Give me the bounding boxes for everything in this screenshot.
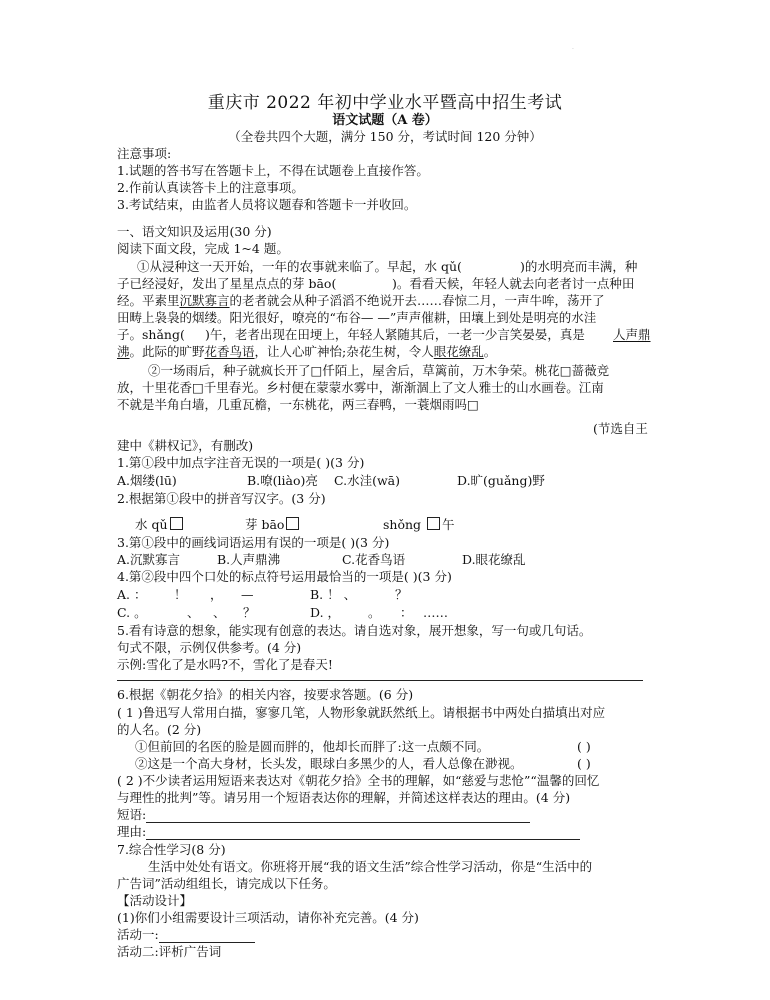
passage-line: 田畴上袅袅的烟缕。阳光很好，嘹亮的“布谷— —”声声催耕，田壤上到处是明亮的水洼 xyxy=(117,310,597,325)
option-b: B.人声鼎沸 xyxy=(217,552,281,567)
answer-box[interactable] xyxy=(427,517,440,530)
option-b: B. ！ 、 xyxy=(310,587,357,602)
option-d: D.眼花缭乱 xyxy=(462,552,526,567)
passage-line xyxy=(117,343,496,360)
q2-stem: 2.根据第①段中的拼音写汉字。(3 分) xyxy=(117,491,326,506)
section1-intro: 阅读下面文段，完成 1~4 题。 xyxy=(117,241,289,256)
corner-mark: · xyxy=(572,46,574,53)
underlined-word: 人声鼎 xyxy=(613,327,651,342)
q7-text: 生活中处处有语文。你班将开展“我的语文生活”综合性学习活动，你是“生活中的 xyxy=(148,859,593,874)
source-line: 建中《耕权记》，有删改) xyxy=(117,438,254,453)
q5-example: 示例:雪化了是水吗?不，雪化了是春天! xyxy=(117,657,333,672)
passage-text: )的水明亮而丰满，种 xyxy=(520,259,638,274)
exam-subtitle: 语文试题（A 卷） xyxy=(332,113,438,128)
passage-text: 经。平素里 xyxy=(117,293,180,308)
option-d-mark: ： xyxy=(400,605,413,620)
passage-text: 。 xyxy=(483,344,497,359)
option-a-mark: — xyxy=(241,587,254,602)
passage-text: 。此际的旷野 xyxy=(129,344,205,359)
notice-item-2: 2.作前认真读答卡上的注意事项。 xyxy=(117,180,304,195)
passage-text: )。看看天候，年轻人就去向老者讨一点种田 xyxy=(392,276,635,291)
passage-text: 的老者就会从种子滔滔不绝说开去……春惊二月，一声牛哞，荡开了 xyxy=(229,293,605,308)
pinyin-word: shǒng xyxy=(383,517,422,532)
option-d: D. ， xyxy=(310,605,341,620)
activity-2: 活动二:评析广告词 xyxy=(117,944,222,959)
activity-1-blank[interactable] xyxy=(159,929,255,943)
reason-blank[interactable] xyxy=(146,826,580,840)
underlined-word: 沸 xyxy=(117,344,130,359)
q6-sub2: 与理性的批判”等。请另用一个短语表达你的理解，并简述这样表达的理由。(4 分) xyxy=(117,790,571,805)
answer-parens[interactable]: ( ) xyxy=(577,756,591,771)
exam-title: 重庆市 2022 年初中学业水平暨高中招生考试 xyxy=(207,93,563,113)
pinyin-word: 水 qǔ xyxy=(135,517,168,532)
option-a: A.沉默寡言 xyxy=(117,552,181,567)
option-a-mark: ！ xyxy=(174,587,187,602)
option-c-mark: 、 xyxy=(187,605,200,620)
activity-1-label: 活动一: xyxy=(117,927,159,942)
option-b: B.嘹(liào)亮 xyxy=(247,473,318,488)
option-c: C.水洼(wā) xyxy=(334,473,400,488)
activity-1-row xyxy=(117,926,255,943)
pinyin-word-suffix: 午 xyxy=(442,517,455,532)
passage-line: ②一场雨后，种子就疯长开了□仟陌上，屋舍后，草篱前，万木争荣。桃花□蔷薇竞 xyxy=(148,363,610,378)
option-d-mark: …… xyxy=(423,605,448,620)
passage-text: )午，老者出现在田埂上，年轻人紧随其后，一老一少言笑晏晏，真是 xyxy=(205,327,585,342)
exam-note: （全卷共四个大题，满分 150 分，考试时间 120 分钟） xyxy=(228,129,542,144)
phrase-label: 短语: xyxy=(117,807,147,822)
reason-label: 理由: xyxy=(117,824,147,839)
option-b-mark: ？ xyxy=(395,587,408,602)
notice-item-1: 1.试题的答书写在答题卡上，不得在试题卷上直接作答。 xyxy=(117,163,429,178)
q7-stem: 7.综合性学习(8 分) xyxy=(117,842,226,857)
option-c-mark: 、 xyxy=(213,605,226,620)
q5-line: 5.看有诗意的想象，能实现有创意的表达。请自选对象，展开想象，写一句或几句话。 xyxy=(117,623,592,638)
option-c: C.花香鸟语 xyxy=(342,552,406,567)
q6-item-text: ①但前回的名医的脸是圆而胖的，他却长而胖了:这一点颇不同。 xyxy=(135,739,490,754)
answer-box[interactable] xyxy=(170,517,183,530)
q6-stem: 6.根据《朝花夕拾》的相关内容，按要求答题。(6 分) xyxy=(117,687,414,702)
option-d: D.旷(guǎng)野 xyxy=(457,473,545,488)
source-line: (节选自王 xyxy=(593,421,648,436)
pinyin-word: 芽 bāo xyxy=(245,517,285,532)
passage-text: ，让人心旷神怡;杂花生树，令人 xyxy=(254,344,434,359)
q7-sub1: (1)你们小组需要设计三项活动，请你补充完善。(4 分) xyxy=(117,910,419,925)
passage-text: ①从浸种这一天开始，一年的农事就来临了。早起，水 qǔ( xyxy=(137,259,462,274)
q4-stem: 4.第②段中四个口处的标点符号运用最恰当的一项是( )(3 分) xyxy=(117,569,452,584)
q6-sub2: ( 2 )不少读者运用短语来表达对《朝花夕拾》全书的理解，如“慈爱与悲怆”“温馨的回忆 xyxy=(117,773,600,788)
q1-stem: 1.第①段中加点字注音无误的一项是( )(3 分) xyxy=(117,455,365,470)
underlined-word: 花香鸟语 xyxy=(204,344,255,359)
passage-line: 放，十里花香□千里春光。乡村便在蒙蒙水雾中，渐渐涸上了文人雅士的山水画卷。江南 xyxy=(117,380,604,395)
option-c: C. 。 xyxy=(117,605,147,620)
q5-line: 句式不限，示例仅供参考。(4 分) xyxy=(117,640,302,655)
option-a: A.烟缕(lū) xyxy=(117,473,177,488)
q6-sub1: 的人名。(2 分) xyxy=(117,722,202,737)
answer-parens[interactable]: ( ) xyxy=(577,739,591,754)
option-a: A. ： xyxy=(117,587,147,602)
underlined-word: 眼花缭乱 xyxy=(433,344,484,359)
answer-line[interactable] xyxy=(117,680,643,681)
passage-text: 子。shǎng( xyxy=(117,327,185,342)
phrase-blank[interactable] xyxy=(146,809,530,823)
passage-line: 不就是半角白墙，几重瓦檐，一东桃花，两三春鸭，一蓑烟雨吗□ xyxy=(117,397,479,412)
q7-text: 广告词”活动组组长，请完成以下任务。 xyxy=(117,876,336,891)
reason-row xyxy=(117,823,580,840)
section1-heading: 一、语文知识及运用(30 分) xyxy=(117,224,272,239)
answer-box[interactable] xyxy=(286,517,299,530)
activity-design-heading: 【活动设计】 xyxy=(117,893,193,908)
option-d-mark: 。 xyxy=(368,605,381,620)
notice-item-3: 3.考试结束，由监者人员将议题春和答题卡一并收回。 xyxy=(117,197,417,212)
q6-item-text: ②这是一个高大身材，长头发，眼球白多黑少的人，看人总像在渺视。 xyxy=(135,756,523,771)
q6-sub1: ( 1 )鲁迅写人常用白描，寥寥几笔，人物形象就跃然纸上。请根据书中两处白描填出对应 xyxy=(117,705,606,720)
notice-heading: 注意事项: xyxy=(117,146,172,161)
passage-text: 子已经浸好，发出了星星点点的芽 bāo( xyxy=(117,276,337,291)
underlined-word: 沉默寡言 xyxy=(179,293,230,308)
option-a-mark: ， xyxy=(210,587,223,602)
q3-stem: 3.第①段中的画线词语运用有误的一项是( )(3 分) xyxy=(117,535,390,550)
option-c-mark: ？ xyxy=(243,605,256,620)
passage-line xyxy=(117,292,605,309)
phrase-row xyxy=(117,806,530,823)
